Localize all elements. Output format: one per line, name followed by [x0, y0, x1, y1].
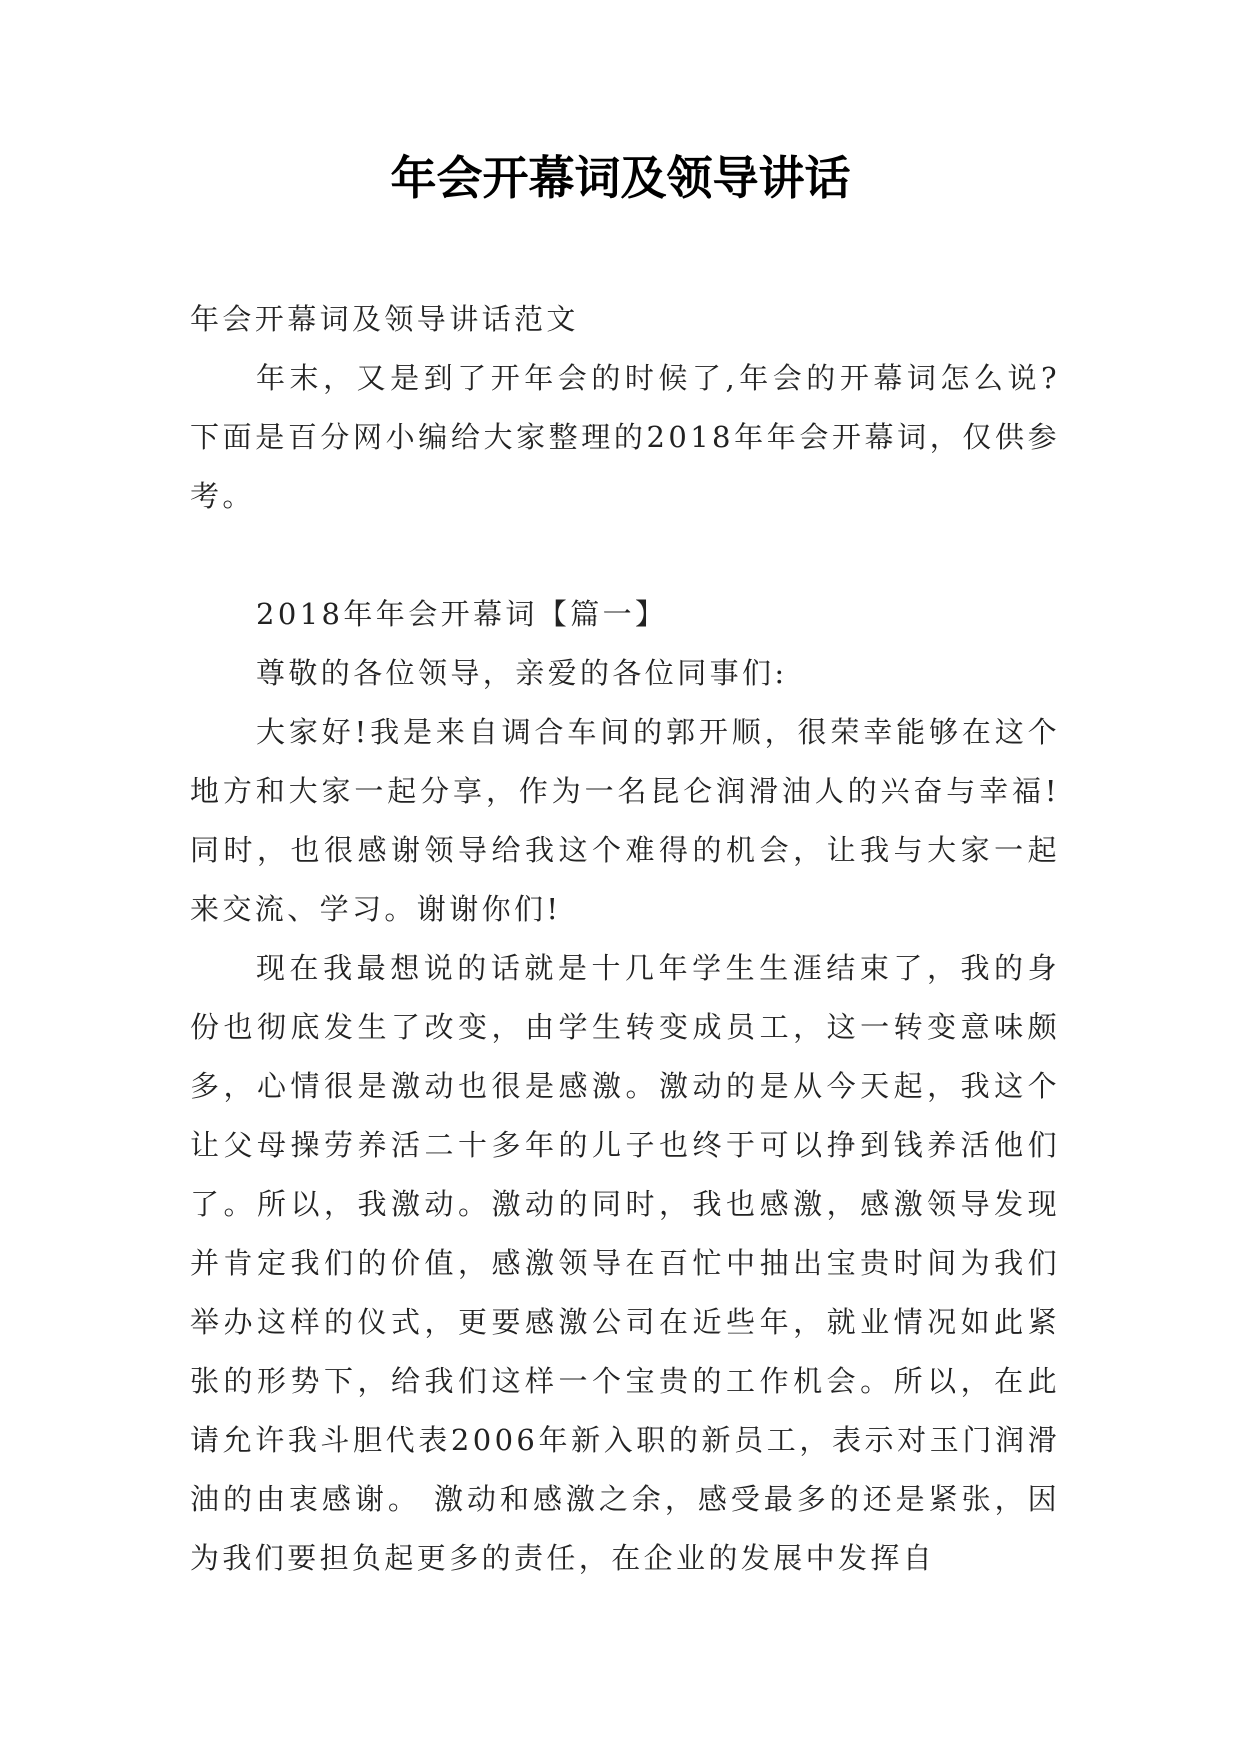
body-paragraph-1: 大家好!我是来自调合车间的郭开顺，很荣幸能够在这个地方和大家一起分享，作为一名昆仑润滑油人的兴奋与幸福!同时，也很感谢领导给我这个难得的机会，让我与大家一起来交流、学习。谢谢你们!	[190, 715, 1060, 926]
document-subtitle: 年会开幕词及领导讲话范文	[190, 302, 579, 336]
salutation: 尊敬的各位领导，亲爱的各位同事们:	[256, 656, 788, 690]
intro-paragraph: 年末，又是到了开年会的时候了,年会的开幕词怎么说?下面是百分网小编给大家整理的2018年年会开幕词，仅供参考。	[190, 361, 1060, 513]
section-heading: 2018年年会开幕词【篇一】	[256, 597, 668, 631]
body-paragraph-2: 现在我最想说的话就是十几年学生生涯结束了，我的身份也彻底发生了改变，由学生转变成员工，这一转变意味颇多，心情很是激动也很是感激。激动的是从今天起，我这个让父母操劳养活二十多年的儿子也终于可以挣到钱养活他们了。所以，我激动。激动的同时，我也感激，感激领导发现并肯定我们的价值，感激领导在百忙中抽出宝贵时间为我们举办这样的仪式，更要感激公司在近些年，就业情况如此紧张的形势下，给我们这样一个宝贵的工作机会。所以，在此请允许我斗胆代表2006年新入职的新员工，表示对玉门润滑油的由衷感谢。 激动和感激之余，感受最多的还是紧张，因为我们要担负起更多的责任，在企业的发展中发挥自	[190, 951, 1060, 1575]
document-title: 年会开幕词及领导讲话	[390, 151, 851, 205]
paragraph-gap	[190, 526, 1060, 585]
document-body	[190, 290, 1060, 1588]
